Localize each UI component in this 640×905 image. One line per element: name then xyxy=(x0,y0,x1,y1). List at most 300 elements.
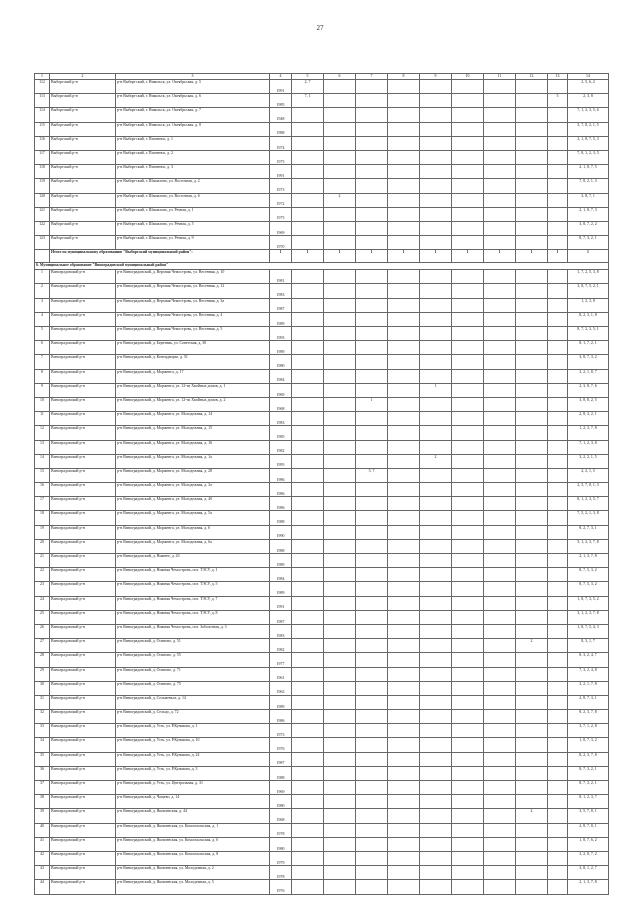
cell-c5 xyxy=(292,525,324,539)
cell-c5 xyxy=(292,851,324,865)
cell-c13 xyxy=(548,681,568,695)
table-row xyxy=(35,653,609,667)
cell-code: 7, 3, 2, 4, 8 xyxy=(568,667,609,681)
cell-code: 3, 1, 2, 3, 7, 8 xyxy=(568,610,609,624)
cell-district: Выборгский р-н xyxy=(50,108,116,122)
cell-c6 xyxy=(324,639,356,653)
cell-c5 xyxy=(292,136,324,150)
cell-c10 xyxy=(452,809,484,823)
cell-c12 xyxy=(516,327,548,341)
cell-c6 xyxy=(324,440,356,454)
cell-year: 1968 xyxy=(270,809,292,823)
cell-c7 xyxy=(356,207,388,221)
cell-code: 7, 8, 2, 1, 3 xyxy=(568,179,609,193)
cell-district: Виноградовский р-н xyxy=(50,397,116,411)
cell-c10 xyxy=(452,880,484,894)
cell-code: 8, 2, 3, 7, 8 xyxy=(568,710,609,724)
cell-c5 xyxy=(292,653,324,667)
column-header: 12 xyxy=(516,74,548,80)
cell-c11 xyxy=(484,193,516,207)
registry-body xyxy=(35,80,609,895)
cell-c11 xyxy=(484,397,516,411)
cell-address: р-н Виноградовский, д. Морженга, ул. Молодежная, д. 15 xyxy=(116,426,270,440)
cell-c12 xyxy=(516,681,548,695)
table-row xyxy=(35,440,609,454)
cell-district: Виноградовский р-н xyxy=(50,426,116,440)
cell-c6 xyxy=(324,397,356,411)
cell-year: 1988 xyxy=(270,511,292,525)
cell-year: 1975 xyxy=(270,207,292,221)
cell-code: 8, 7, 2, 3, 5, 1 xyxy=(568,327,609,341)
cell-no: 23 xyxy=(35,582,50,596)
cell-c13 xyxy=(548,312,568,326)
cell-c10 xyxy=(452,823,484,837)
cell-address: р-н Виноградовский, д. Морженга, ул. 12-ти Хвойных домов, д. 1 xyxy=(116,383,270,397)
cell-c12 xyxy=(516,724,548,738)
cell-c13 xyxy=(548,383,568,397)
cell-c6 xyxy=(324,667,356,681)
cell-no: 34 xyxy=(35,738,50,752)
cell-district: Виноградовский р-н xyxy=(50,412,116,426)
cell-c9 xyxy=(420,695,452,709)
cell-c10 xyxy=(452,108,484,122)
cell-c5 xyxy=(292,327,324,341)
cell-c11 xyxy=(484,221,516,235)
cell-c11 xyxy=(484,695,516,709)
cell-c9 xyxy=(420,596,452,610)
cell-district: Выборгский р-н xyxy=(50,207,116,221)
cell-c11 xyxy=(484,355,516,369)
cell-address: р-н Виноградовский, д. Яковлевская, ул. Комсомольская, д. 6 xyxy=(116,837,270,851)
cell-c10 xyxy=(452,667,484,681)
cell-no: 119 xyxy=(35,179,50,193)
cell-address: р-н Виноградовский, д. Усть, ул. Центральная, д. 31 xyxy=(116,781,270,795)
cell-c10 xyxy=(452,539,484,553)
cell-year: 1985 xyxy=(270,426,292,440)
cell-c13 xyxy=(548,866,568,880)
cell-year: 1986 xyxy=(270,483,292,497)
cell-c8 xyxy=(388,851,420,865)
cell-c6 xyxy=(324,837,356,851)
cell-c7 xyxy=(356,341,388,355)
cell-c6 xyxy=(324,207,356,221)
cell-c5 xyxy=(292,412,324,426)
cell-c7 xyxy=(356,150,388,164)
table-row xyxy=(35,554,609,568)
cell-c13 xyxy=(548,454,568,468)
cell-c12 xyxy=(516,284,548,298)
cell-c7 xyxy=(356,795,388,809)
cell-district: Виноградовский р-н xyxy=(50,752,116,766)
cell-c6 xyxy=(324,539,356,553)
cell-c13 xyxy=(548,80,568,94)
table-row xyxy=(35,710,609,724)
table-row xyxy=(35,383,609,397)
cell-c7 xyxy=(356,440,388,454)
cell-c5 xyxy=(292,596,324,610)
table-row xyxy=(35,525,609,539)
cell-c7 xyxy=(356,851,388,865)
cell-address: р-н Выборгский, г. Пионенск, д. 2 xyxy=(116,150,270,164)
cell-c13 xyxy=(548,207,568,221)
cell-c7 xyxy=(356,880,388,894)
cell-code: 2, 1, 8, 7, 5 xyxy=(568,165,609,179)
cell-c5 xyxy=(292,539,324,553)
cell-address: р-н Виноградовский, д. Нижняя Чемостровь, поз. ТЭСУ, д. 5 xyxy=(116,582,270,596)
cell-c6 xyxy=(324,752,356,766)
table-row xyxy=(35,165,609,179)
column-header: 6 xyxy=(324,74,356,80)
cell-c5 xyxy=(292,554,324,568)
cell-c13 xyxy=(548,284,568,298)
cell-c12 xyxy=(516,866,548,880)
column-header: 8 xyxy=(388,74,420,80)
cell-code: 3, 7, 1, 2, 8 xyxy=(568,724,609,738)
cell-c7 xyxy=(356,327,388,341)
cell-c12 xyxy=(516,823,548,837)
table-row xyxy=(35,355,609,369)
cell-c5 xyxy=(292,752,324,766)
cell-c11 xyxy=(484,341,516,355)
cell-c13: 5 xyxy=(548,94,568,108)
cell-c12 xyxy=(516,837,548,851)
cell-address: р-н Виноградовский, д. Морженга, ул. Молодежная, д. 6а xyxy=(116,539,270,553)
cell-address: р-н Виноградовский, д. Усть, ул. Р.Куликова, д. 24 xyxy=(116,752,270,766)
cell-c10 xyxy=(452,610,484,624)
cell-c10 xyxy=(452,781,484,795)
page-number: 27 xyxy=(316,24,324,32)
cell-code: 7, 5, 2, 1, 3, 8 xyxy=(568,511,609,525)
cell-c5 xyxy=(292,766,324,780)
cell-c5 xyxy=(292,454,324,468)
table-row xyxy=(35,179,609,193)
cell-c7 xyxy=(356,781,388,795)
cell-c12 xyxy=(516,397,548,411)
cell-code: 3, 8, 8, 2, 5 xyxy=(568,397,609,411)
cell-district: Виноградовский р-н xyxy=(50,383,116,397)
cell-no: 12 xyxy=(35,426,50,440)
cell-c7 xyxy=(356,681,388,695)
subtotal-row xyxy=(35,250,609,263)
cell-no: 11 xyxy=(35,412,50,426)
cell-district: Виноградовский р-н xyxy=(50,369,116,383)
cell-c9 xyxy=(420,341,452,355)
cell-c8 xyxy=(388,795,420,809)
cell-c10 xyxy=(452,681,484,695)
cell-c7 xyxy=(356,355,388,369)
cell-c5 xyxy=(292,610,324,624)
cell-year: 1974 xyxy=(270,136,292,150)
subtotal-value: 1 xyxy=(568,250,609,263)
cell-c8 xyxy=(388,866,420,880)
column-header: 11 xyxy=(484,74,516,80)
cell-code: 3, 5, 7, 8, 1 xyxy=(568,809,609,823)
cell-c13 xyxy=(548,766,568,780)
table-row xyxy=(35,752,609,766)
table-row xyxy=(35,809,609,823)
table-row xyxy=(35,837,609,851)
cell-c13 xyxy=(548,525,568,539)
cell-c13 xyxy=(548,341,568,355)
cell-no: 22 xyxy=(35,568,50,582)
cell-address: р-н Виноградовский, д. Усть, ул. Р.Куликова, д. 3 xyxy=(116,766,270,780)
cell-no: 113 xyxy=(35,94,50,108)
cell-code: 3, 8, 7, 2, 2 xyxy=(568,221,609,235)
cell-address: р-н Выборгский, г. Никольск, ул. Октябрьская, д. 7 xyxy=(116,108,270,122)
cell-c7 xyxy=(356,766,388,780)
table-row xyxy=(35,312,609,326)
cell-c12 xyxy=(516,412,548,426)
cell-address: р-н Виноградовский, д. Чащево, д. 14 xyxy=(116,795,270,809)
cell-no: 43 xyxy=(35,866,50,880)
cell-district: Виноградовский р-н xyxy=(50,554,116,568)
cell-c12 xyxy=(516,582,548,596)
cell-c6 xyxy=(324,221,356,235)
cell-district: Виноградовский р-н xyxy=(50,766,116,780)
cell-c9 xyxy=(420,738,452,752)
cell-district: Виноградовский р-н xyxy=(50,483,116,497)
cell-address: р-н Выборгский, г. Никольск, ул. Октябрьская, д. 6 xyxy=(116,94,270,108)
cell-address: р-н Виноградовский, д. Верхняя Чемостровь, ул. Весенняя, д. 12 xyxy=(116,284,270,298)
cell-c12 xyxy=(516,355,548,369)
cell-c5 xyxy=(292,823,324,837)
cell-c5: 2, 7 xyxy=(292,80,324,94)
cell-district: Выборгский р-н xyxy=(50,179,116,193)
cell-c6 xyxy=(324,781,356,795)
cell-no: 2 xyxy=(35,284,50,298)
cell-year: 1989 xyxy=(270,341,292,355)
cell-c6 xyxy=(324,369,356,383)
cell-c6 xyxy=(324,80,356,94)
cell-c7 xyxy=(356,724,388,738)
cell-c11 xyxy=(484,270,516,284)
cell-c7 xyxy=(356,596,388,610)
cell-district: Виноградовский р-н xyxy=(50,795,116,809)
cell-year: 1970 xyxy=(270,236,292,250)
cell-c6 xyxy=(324,695,356,709)
cell-district: Виноградовский р-н xyxy=(50,837,116,851)
cell-c8 xyxy=(388,193,420,207)
cell-year: 1978 xyxy=(270,823,292,837)
table-row xyxy=(35,724,609,738)
cell-c7 xyxy=(356,738,388,752)
cell-no: 31 xyxy=(35,695,50,709)
cell-c10 xyxy=(452,312,484,326)
cell-c5: 7, 1 xyxy=(292,94,324,108)
cell-district: Виноградовский р-н xyxy=(50,454,116,468)
cell-year: 1989 xyxy=(270,695,292,709)
cell-c9 xyxy=(420,497,452,511)
cell-year: 1978 xyxy=(270,866,292,880)
cell-c10 xyxy=(452,795,484,809)
cell-c10 xyxy=(452,851,484,865)
cell-c5 xyxy=(292,639,324,653)
cell-no: 7 xyxy=(35,355,50,369)
cell-no: 29 xyxy=(35,667,50,681)
cell-c8 xyxy=(388,624,420,638)
cell-c10 xyxy=(452,724,484,738)
cell-c5 xyxy=(292,108,324,122)
cell-c8 xyxy=(388,823,420,837)
cell-no: 26 xyxy=(35,624,50,638)
table-row xyxy=(35,880,609,894)
cell-code: 1, 2, 3, 8 xyxy=(568,298,609,312)
cell-c7 xyxy=(356,866,388,880)
table-row xyxy=(35,624,609,638)
cell-c7 xyxy=(356,122,388,136)
cell-c7 xyxy=(356,193,388,207)
table-row xyxy=(35,851,609,865)
cell-c6 xyxy=(324,383,356,397)
cell-address: р-н Выборгский, г. Шашалово, ул. Восточная, д. 2 xyxy=(116,179,270,193)
cell-c13 xyxy=(548,624,568,638)
cell-year: 1985 xyxy=(270,94,292,108)
cell-address: р-н Виноградовский, д. Морженга, ул. Молодежная, д. 6 xyxy=(116,525,270,539)
cell-code: 8, 1, 2, 3, 5, 7 xyxy=(568,497,609,511)
cell-c9 xyxy=(420,165,452,179)
cell-c11 xyxy=(484,596,516,610)
cell-c11 xyxy=(484,781,516,795)
cell-code: 2, 3, 8, 7, 6 xyxy=(568,383,609,397)
cell-c11 xyxy=(484,766,516,780)
cell-c9 xyxy=(420,781,452,795)
cell-district: Выборгский р-н xyxy=(50,136,116,150)
cell-district: Выборгский р-н xyxy=(50,150,116,164)
cell-c9 xyxy=(420,483,452,497)
cell-district: Виноградовский р-н xyxy=(50,497,116,511)
cell-address: р-н Виноградовский, д. Морженга, ул. Молодежная, д. 14 xyxy=(116,412,270,426)
cell-c7: 5, 7 xyxy=(356,468,388,482)
cell-district: Виноградовский р-н xyxy=(50,851,116,865)
cell-c10 xyxy=(452,150,484,164)
cell-c8 xyxy=(388,150,420,164)
cell-c7 xyxy=(356,383,388,397)
cell-c11 xyxy=(484,752,516,766)
cell-c10 xyxy=(452,369,484,383)
cell-c12: 2 xyxy=(516,639,548,653)
table-row xyxy=(35,94,609,108)
cell-c10 xyxy=(452,766,484,780)
cell-c7 xyxy=(356,809,388,823)
cell-year: 1983 xyxy=(270,284,292,298)
cell-c12 xyxy=(516,525,548,539)
cell-c9 xyxy=(420,837,452,851)
cell-c8 xyxy=(388,165,420,179)
cell-c13 xyxy=(548,397,568,411)
cell-c11 xyxy=(484,150,516,164)
cell-address: р-н Виноградовский, д. Яковлевская, ул. Комсомольская, д. 1 xyxy=(116,823,270,837)
cell-c13 xyxy=(548,355,568,369)
cell-year: 1976 xyxy=(270,880,292,894)
cell-c5 xyxy=(292,795,324,809)
cell-no: 16 xyxy=(35,483,50,497)
cell-c12 xyxy=(516,653,548,667)
cell-c10 xyxy=(452,554,484,568)
cell-year: 1969 xyxy=(270,781,292,795)
cell-address: р-н Виноградовский, д. Яковлевская, ул. Молодежная, д. 5 xyxy=(116,880,270,894)
cell-c7 xyxy=(356,568,388,582)
cell-no: 6 xyxy=(35,341,50,355)
cell-c5 xyxy=(292,284,324,298)
cell-no: 33 xyxy=(35,724,50,738)
cell-c8 xyxy=(388,781,420,795)
cell-year: 1986 xyxy=(270,468,292,482)
cell-c6 xyxy=(324,270,356,284)
column-header: 13 xyxy=(548,74,568,80)
cell-c5 xyxy=(292,298,324,312)
cell-c5 xyxy=(292,866,324,880)
cell-address: р-н Виноградовский, д. Верхняя Чемостровь, ул. Весенняя, д. 4 xyxy=(116,312,270,326)
cell-code: 1, 2, 3, 7, 8 xyxy=(568,426,609,440)
cell-district: Выборгский р-н xyxy=(50,193,116,207)
cell-c11 xyxy=(484,122,516,136)
cell-c7 xyxy=(356,369,388,383)
cell-c11 xyxy=(484,539,516,553)
table-row xyxy=(35,193,609,207)
cell-c11 xyxy=(484,639,516,653)
table-row xyxy=(35,236,609,250)
cell-c6 xyxy=(324,568,356,582)
cell-c13 xyxy=(548,781,568,795)
cell-c11 xyxy=(484,738,516,752)
cell-c9: 1 xyxy=(420,383,452,397)
cell-c5 xyxy=(292,341,324,355)
cell-no: 24 xyxy=(35,596,50,610)
cell-no: 3 xyxy=(35,298,50,312)
cell-no: 21 xyxy=(35,554,50,568)
cell-no: 27 xyxy=(35,639,50,653)
cell-c9 xyxy=(420,412,452,426)
table-row xyxy=(35,866,609,880)
cell-c6 xyxy=(324,179,356,193)
cell-address: р-н Виноградовский, д. Усть, ул. Р.Куликова, д. 1 xyxy=(116,724,270,738)
cell-c7: 1 xyxy=(356,397,388,411)
cell-c9 xyxy=(420,136,452,150)
cell-c11 xyxy=(484,440,516,454)
cell-c7 xyxy=(356,94,388,108)
cell-year: 1948 xyxy=(270,108,292,122)
cell-c9 xyxy=(420,468,452,482)
column-header: 4 xyxy=(270,74,292,80)
cell-c11 xyxy=(484,653,516,667)
cell-c7 xyxy=(356,454,388,468)
table-row xyxy=(35,568,609,582)
cell-c12 xyxy=(516,179,548,193)
cell-year: 1982 xyxy=(270,639,292,653)
cell-c8 xyxy=(388,284,420,298)
cell-address: р-н Виноградовский, д. Морженга, д. 17 xyxy=(116,369,270,383)
cell-c10 xyxy=(452,355,484,369)
cell-code: 8, 3, 1, 7 xyxy=(568,639,609,653)
cell-c12 xyxy=(516,270,548,284)
cell-c9 xyxy=(420,122,452,136)
cell-year: 1989 xyxy=(270,312,292,326)
cell-c11 xyxy=(484,866,516,880)
cell-no: 20 xyxy=(35,539,50,553)
subtotal-value: 1 xyxy=(420,250,452,263)
cell-c8 xyxy=(388,94,420,108)
cell-year: 1993 xyxy=(270,327,292,341)
cell-c6 xyxy=(324,766,356,780)
cell-c8 xyxy=(388,610,420,624)
cell-c12 xyxy=(516,454,548,468)
table-row xyxy=(35,610,609,624)
table-row xyxy=(35,738,609,752)
cell-c12 xyxy=(516,369,548,383)
cell-year: 1987 xyxy=(270,752,292,766)
cell-code: 1, 8, 7, 5, 4, 3 xyxy=(568,624,609,638)
cell-year: 1963 xyxy=(270,681,292,695)
